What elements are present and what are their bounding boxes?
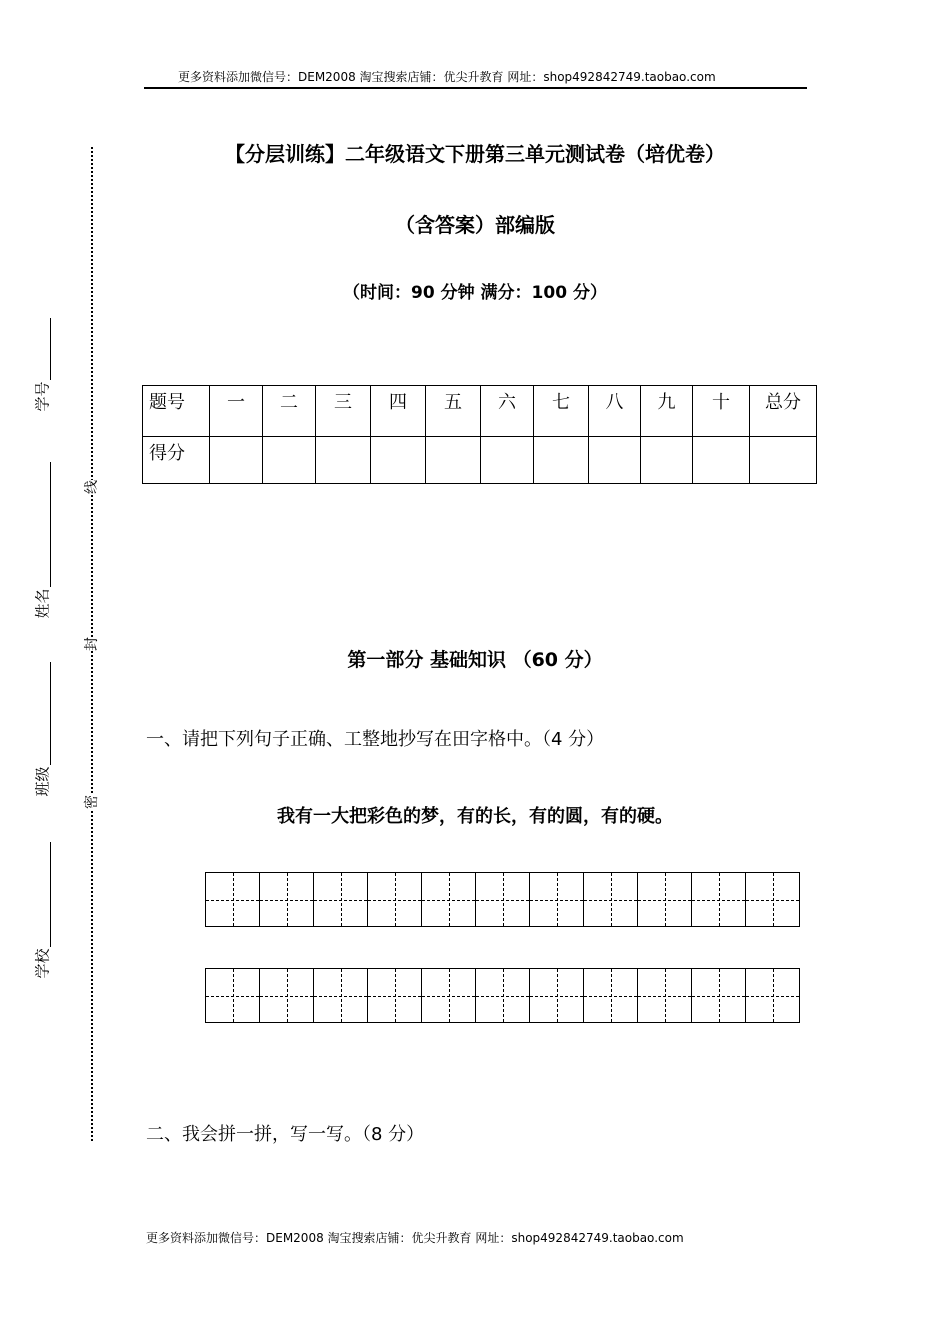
tianzige-cell[interactable]	[259, 968, 314, 1023]
score-cell-8[interactable]	[589, 437, 641, 484]
score-table-header-label: 题号	[143, 386, 210, 437]
tianzige-row-2	[205, 968, 799, 1023]
score-table	[142, 385, 817, 484]
tianzige-cell[interactable]	[745, 968, 800, 1023]
binding-mark-xian: 线	[79, 480, 103, 494]
score-cell-10[interactable]	[693, 437, 750, 484]
school-label: 学校	[33, 948, 52, 979]
header-rule	[144, 87, 807, 89]
score-col-total: 总分	[750, 386, 817, 437]
binding-mark-mi: 密	[79, 795, 103, 809]
class-label: 班级	[33, 766, 52, 797]
tianzige-cell[interactable]	[475, 968, 530, 1023]
score-cell-1[interactable]	[210, 437, 263, 484]
time-and-score: （时间：90 分钟 满分：100 分）	[343, 283, 607, 303]
tianzige-cell[interactable]	[475, 872, 530, 927]
tianzige-cell[interactable]	[259, 872, 314, 927]
tianzige-cell[interactable]	[421, 968, 476, 1023]
page-title: 【分层训练】二年级语文下册第三单元测试卷（培优卷）	[225, 142, 725, 166]
score-table-row-label: 得分	[143, 437, 210, 484]
score-cell-2[interactable]	[263, 437, 316, 484]
school-field[interactable]	[50, 842, 51, 947]
section-heading: 第一部分 基础知识 （60 分）	[347, 649, 603, 671]
tianzige-cell[interactable]	[367, 872, 422, 927]
student-number-field[interactable]	[50, 318, 51, 380]
tianzige-cell[interactable]	[205, 968, 260, 1023]
question-2-title: 二、我会拼一拼，写一写。（8 分）	[146, 1124, 425, 1145]
class-field[interactable]	[50, 662, 51, 765]
score-table-header-row	[143, 386, 817, 437]
score-col-5: 五	[426, 386, 481, 437]
score-col-8: 八	[589, 386, 641, 437]
tianzige-cell[interactable]	[745, 872, 800, 927]
tianzige-cell[interactable]	[691, 968, 746, 1023]
score-col-7: 七	[534, 386, 589, 437]
question-1-sentence: 我有一大把彩色的梦，有的长，有的圆，有的硬。	[277, 806, 673, 827]
tianzige-cell[interactable]	[637, 872, 692, 927]
student-name-field[interactable]	[50, 462, 51, 587]
score-col-9: 九	[641, 386, 693, 437]
tianzige-cell[interactable]	[421, 872, 476, 927]
score-cell-6[interactable]	[481, 437, 534, 484]
tianzige-cell[interactable]	[313, 872, 368, 927]
score-col-6: 六	[481, 386, 534, 437]
tianzige-row-1	[205, 872, 799, 927]
page-footer: 更多资料添加微信号：DEM2008 淘宝搜索店铺：优尖升教育 网址：shop492842749.taobao.com	[146, 1231, 684, 1245]
question-1-title: 一、请把下列句子正确、工整地抄写在田字格中。（4 分）	[146, 729, 605, 750]
tianzige-cell[interactable]	[529, 968, 584, 1023]
score-col-3: 三	[316, 386, 371, 437]
tianzige-cell[interactable]	[583, 968, 638, 1023]
tianzige-cell[interactable]	[205, 872, 260, 927]
student-number-label: 学号	[33, 381, 52, 412]
score-cell-5[interactable]	[426, 437, 481, 484]
score-table-score-row	[143, 437, 817, 484]
tianzige-cell[interactable]	[313, 968, 368, 1023]
student-name-label: 姓名	[33, 588, 52, 619]
binding-mark-feng: 封	[79, 637, 103, 651]
page-header: 更多资料添加微信号：DEM2008 淘宝搜索店铺：优尖升教育 网址：shop492842749.taobao.com	[178, 70, 716, 84]
tianzige-cell[interactable]	[637, 968, 692, 1023]
score-col-2: 二	[263, 386, 316, 437]
tianzige-cell[interactable]	[529, 872, 584, 927]
tianzige-cell[interactable]	[691, 872, 746, 927]
score-cell-4[interactable]	[371, 437, 426, 484]
score-col-4: 四	[371, 386, 426, 437]
score-col-10: 十	[693, 386, 750, 437]
score-cell-7[interactable]	[534, 437, 589, 484]
page-subtitle: （含答案）部编版	[395, 213, 555, 237]
tianzige-cell[interactable]	[367, 968, 422, 1023]
score-cell-total[interactable]	[750, 437, 817, 484]
score-cell-9[interactable]	[641, 437, 693, 484]
score-col-1: 一	[210, 386, 263, 437]
score-cell-3[interactable]	[316, 437, 371, 484]
tianzige-cell[interactable]	[583, 872, 638, 927]
